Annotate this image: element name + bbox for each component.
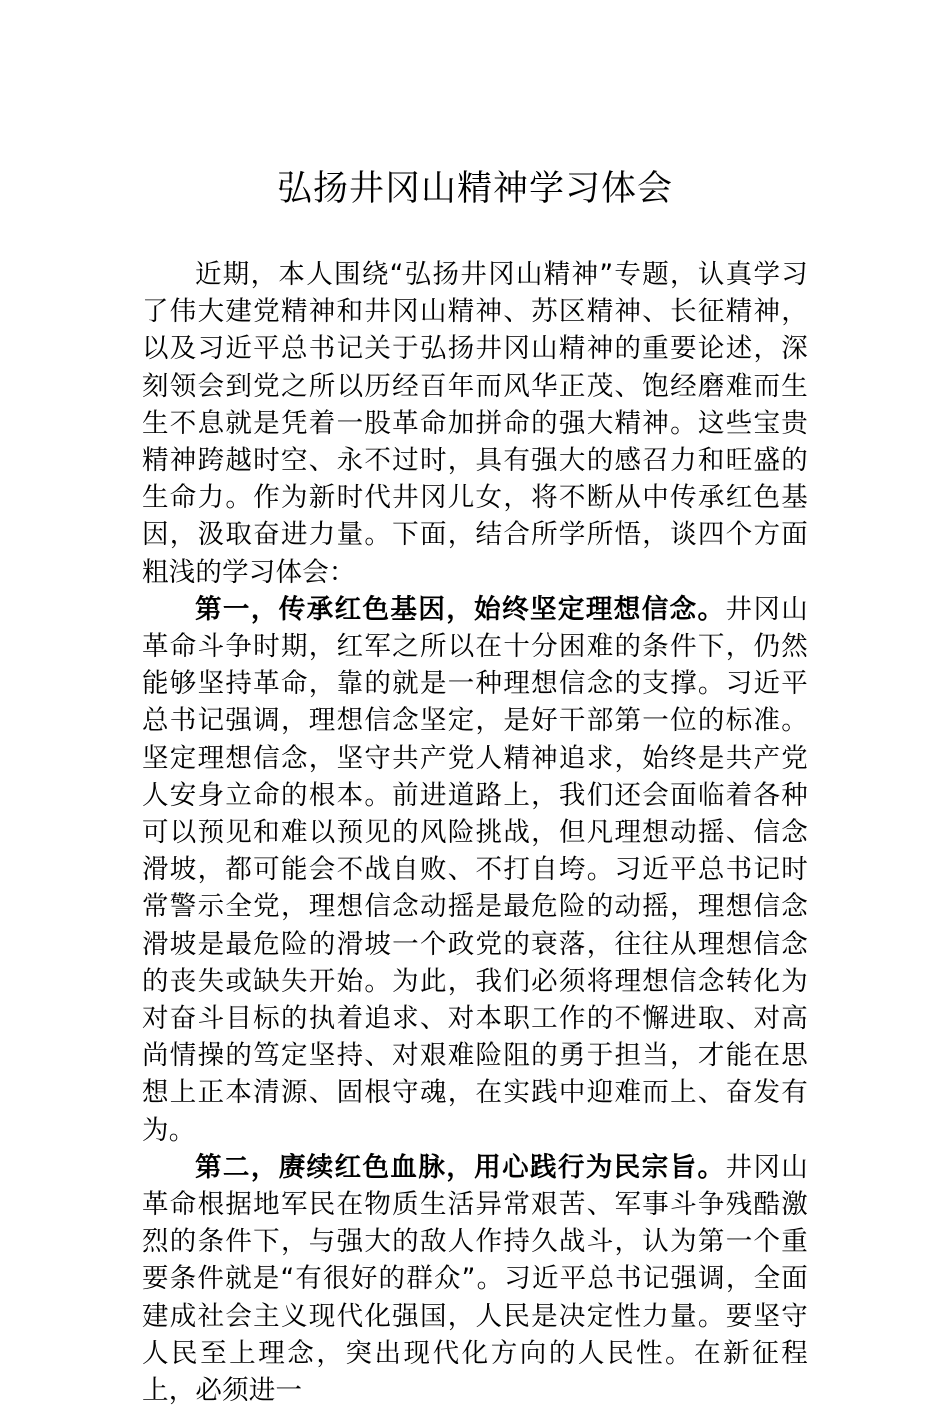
paragraph-intro	[142, 256, 808, 591]
paragraph-point-two-heading: 第二，赓续红色血脉，用心践行为民宗旨。	[195, 1151, 726, 1183]
paragraph-point-two-text: 井冈山革命根据地军民在物质生活异常艰苦、军事斗争残酷激烈的条件下，与强大的敌人作持久战斗，认为第一个重要条件就是“有很好的群众”。习近平总书记强调，全面建成社会主义现代化强国，人民是决定性力量。要坚守人民至上理念，突出现代化方向的人民性。在新征程上，必须进一	[142, 1151, 808, 1407]
document-body	[142, 256, 808, 1409]
paragraph-intro-text: 近期，本人围绕“弘扬井冈山精神”专题，认真学习了伟大建党精神和井冈山精神、苏区精神、长征精神，以及习近平总书记关于弘扬井冈山精神的重要论述，深刻领会到党之所以历经百年而风华正茂、饱经磨难而生生不息就是凭着一股革命加拼命的强大精神。这些宝贵精神跨越时空、永不过时，具有强大的感召力和旺盛的生命力。作为新时代井冈儿女，将不断从中传承红色基因，汲取奋进力量。下面，结合所学所悟，谈四个方面粗浅的学习体会：	[142, 259, 808, 588]
paragraph-point-one-heading: 第一，传承红色基因，始终坚定理想信念。	[195, 593, 726, 625]
document-title: 弘扬井冈山精神学习体会	[276, 169, 673, 209]
paragraph-point-one-text: 井冈山革命斗争时期，红军之所以在十分困难的条件下，仍然能够坚持革命，靠的就是一种理想信念的支撑。习近平总书记强调，理想信念坚定，是好干部第一位的标准。坚定理想信念，坚守共产党人精神追求，始终是共产党人安身立命的根本。前进道路上，我们还会面临着各种可以预见和难以预见的风险挑战，但凡理想动摇、信念滑坡，都可能会不战自败、不打自垮。习近平总书记时常警示全党，理想信念动摇是最危险的动摇，理想信念滑坡是最危险的滑坡一个政党的衰落，往往从理想信念的丧失或缺失开始。为此，我们必须将理想信念转化为对奋斗目标的执着追求、对本职工作的不懈进取、对高尚情操的笃定坚持、对艰难险阻的勇于担当，才能在思想上正本清源、固根守魂，在实践中迎难而上、奋发有为。	[142, 593, 808, 1146]
paragraph-point-one	[142, 591, 808, 1149]
paragraph-point-two	[142, 1149, 808, 1409]
